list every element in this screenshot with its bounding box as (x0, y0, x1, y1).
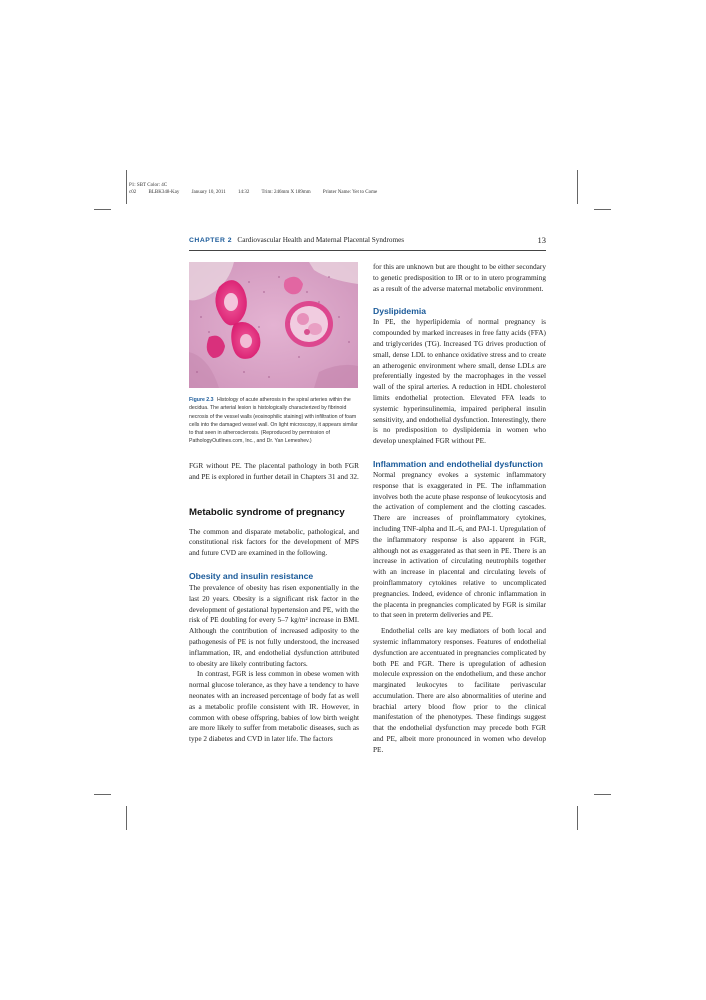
histology-figure (189, 262, 358, 388)
paragraph: Normal pregnancy evokes a systemic inflammatory response that is exaggerated in PE. The inflammation involves both the acute phase response of leukocytosis and the activation of complement and the clotting cascades. There are increases of proinflammatory cytokines, including TNF-alpha and IL-6, and PAI-1. Upregulation of the inflammatory response is also apparent in FGR, although not as exaggerated as that seen in PE. There is an increase in activation of circulating neutrophils together with an increase in placental and circulating levels of proinflammatory cytokines relative to uncomplicated pregnancies. Indeed, evidence of chronic inflammation in the placenta in pregnancies complicated by FGR is similar to that seen in preterm deliveries and PE. (373, 469, 546, 620)
crop-mark (594, 209, 611, 210)
subsection-heading: Dyslipidemia (373, 306, 427, 317)
subsection-heading: Inflammation and endothelial dysfunction (373, 458, 543, 469)
crop-mark (94, 794, 111, 795)
right-column (373, 262, 546, 756)
paragraph: for this are unknown but are thought to be either secondary to genetic predisposition to IR or to in utero programming as a result of the adverse maternal metabolic environment. (373, 262, 546, 293)
printer-field: 14:32 (237, 190, 250, 195)
printer-field: BLBK348-Kay (148, 190, 180, 195)
paragraph: The prevalence of obesity has risen exponentially in the last 20 years. Obesity is a significant risk factor in the development of gestational hypertension and PE, with the risk of PE doubling for every 5–7 kg/m² increase in BMI. Although the contribution of increased adiposity to the pathogenesis of PE is not fully understood, the increased inflammation, IR, and endothelial dysfunction attributed to obesity are likely contributing factors. (189, 582, 359, 668)
paragraph: Endothelial cells are key mediators of both local and systemic inflammatory responses. Features of endothelial dysfunction are accentuated in pregnancies complicated by both PE and FGR. There is upregulation of adhesion molecule expression on the endothelium, and these anchor marginated leukocytes to facilitate perivascular accumulation. There are also abnormalities of uterine and brachial artery blood flow prior to the clinical manifestation of the phenotypes. These findings suggest that the endothelial dysfunction may precede both FGR and PE, albeit more pronounced in women who develop PE. (373, 626, 546, 754)
crop-mark (126, 170, 127, 204)
figure-label: Figure 2.3 (189, 397, 214, 403)
printer-line-1: P1: SBT Color: 4C (129, 183, 168, 188)
paragraph: FGR without PE. The placental pathology in both FGR and PE is explored in further detail in Chapters 31 and 32. (189, 461, 359, 481)
paragraph: The common and disparate metabolic, pathological, and constitutional risk factors for the development of MPS and future CVD are examined in the following. (189, 526, 359, 558)
left-column (189, 461, 359, 745)
subsection-heading: Obesity and insulin resistance (189, 570, 314, 581)
crop-mark (577, 806, 578, 830)
printer-metadata (129, 182, 388, 196)
page-number: 13 (537, 235, 546, 245)
chapter-heading (189, 236, 404, 244)
printer-field: Printer Name: Yet to Come (322, 190, 378, 195)
header-rule (189, 250, 546, 251)
section-heading: Metabolic syndrome of pregnancy (189, 506, 345, 518)
figure-caption-text: Histology of acute atherosis in the spiral arteries within the decidua. The arterial lesion is histologically characterized by fibrinoid necrosis of the vessel walls (eosinophilic staining) with infiltration of foam cells into the damaged vessel wall. On light microscopy, it appears similar to that seen in atherosclerosis. (Reproduced by permission of PathologyOutlines.com, Inc., and Dr. Yan Lemeshev.) (189, 397, 358, 445)
chapter-title: Cardiovascular Health and Maternal Placental Syndromes (237, 236, 405, 244)
crop-mark (594, 794, 611, 795)
running-header (189, 236, 546, 248)
printer-field: c02 (129, 190, 137, 195)
printer-field: Trim: 246mm X 189mm (261, 190, 311, 195)
paragraph: In contrast, FGR is less common in obese women with normal glucose tolerance, as they have a tendency to have neonates with an increased percentage of body fat as well as a metabolic profile consistent with IR. However, in common with obese offspring, babies of low birth weight are more likely to suffer from metabolic diseases, such as type 2 diabetes and CVD in later life. The factors (189, 669, 359, 744)
printer-field: January 10, 2011 (191, 190, 226, 195)
crop-mark (577, 170, 578, 204)
histology-image (189, 262, 358, 388)
crop-mark (94, 209, 111, 210)
paragraph: In PE, the hyperlipidemia of normal pregnancy is compounded by marked increases in free fatty acids (FFA) and triglycerides (TG). Increased TG drives production of small, dense LDL to enhance oxidative stress and to create an atherogenic environment where small, dense LDLs are preferentially ingested by the macrophages in the vessel wall of the spiral arteries. A reduction in HDL cholesterol limits endothelial protection. Elevated FFA leads to systemic hyperinsulinemia, impaired peripheral insulin sensitivity, and endothelial dysfunction. Interestingly, there is no predisposition to dyslipidemia in women who develop unexplained FGR without PE. (373, 317, 546, 446)
figure-caption (189, 396, 359, 446)
crop-mark (126, 806, 127, 830)
printer-line-2 (129, 189, 388, 196)
chapter-label: CHAPTER 2 (189, 237, 233, 244)
